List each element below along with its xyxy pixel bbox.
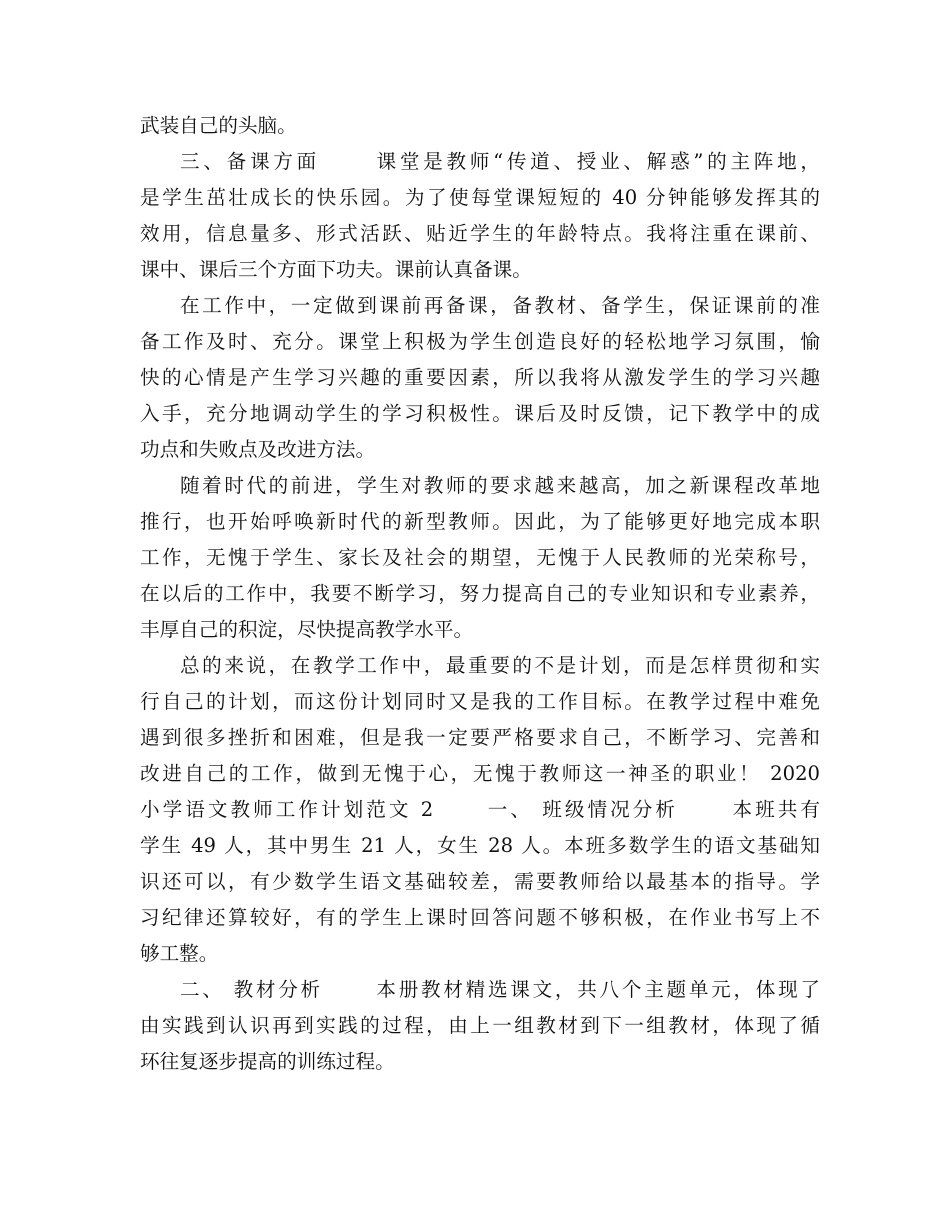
text-line: 够工整。 xyxy=(140,942,219,965)
text-line: 遇到很多挫折和困难，但是我一定要严格要求自己，不断学习、完善和 xyxy=(140,726,820,749)
text-line: 在以后的工作中，我要不断学习，努力提高自己的专业知识和专业素养， xyxy=(140,582,820,605)
text-line: 功点和失败点及改进方法。 xyxy=(140,438,376,461)
text-line: 二、 教材分析 本册教材精选课文，共八个主题单元，体现了 xyxy=(180,978,820,1001)
text-line: 快的心情是产生学习兴趣的重要因素，所以我将从激发学生的学习兴趣 xyxy=(140,366,820,389)
text-line: 效用，信息量多、形式活跃、贴近学生的年龄特点。我将注重在课前、 xyxy=(140,222,820,245)
text-line: 总的来说，在教学工作中，最重要的不是计划，而是怎样贯彻和实 xyxy=(180,654,820,677)
text-line: 在工作中，一定做到课前再备课，备教材、备学生，保证课前的准 xyxy=(180,294,820,317)
text-line: 工作，无愧于学生、家长及社会的期望，无愧于人民教师的光荣称号， xyxy=(140,546,820,569)
text-line: 行自己的计划，而这份计划同时又是我的工作目标。在教学过程中难免 xyxy=(140,690,820,713)
text-line: 由实践到认识再到实践的过程，由上一组教材到下一组教材，体现了循 xyxy=(140,1014,820,1037)
text-line: 小学语文教师工作计划范文 2 一、 班级情况分析 本班共有 xyxy=(140,798,820,821)
text-line: 识还可以，有少数学生语文基础较差，需要教师给以最基本的指导。学 xyxy=(140,870,820,893)
text-line: 习纪律还算较好，有的学生上课时回答问题不够积极，在作业书写上不 xyxy=(140,906,820,929)
text-line: 丰厚自己的积淀，尽快提高教学水平。 xyxy=(140,618,474,641)
document-body xyxy=(140,108,820,1080)
text-line: 三、备课方面 课堂是教师“传道、授业、解惑”的主阵地， xyxy=(180,150,820,173)
text-line: 环往复逐步提高的训练过程。 xyxy=(140,1050,395,1073)
text-line: 推行，也开始呼唤新时代的新型教师。因此，为了能够更好地完成本职 xyxy=(140,510,820,533)
text-line: 入手，充分地调动学生的学习积极性。课后及时反馈，记下教学中的成 xyxy=(140,402,820,425)
text-line: 随着时代的前进，学生对教师的要求越来越高，加之新课程改革地 xyxy=(180,474,820,497)
text-line: 学生 49 人，其中男生 21 人，女生 28 人。本班多数学生的语文基础知 xyxy=(140,834,820,857)
text-line: 是学生茁壮成长的快乐园。为了使每堂课短短的 40 分钟能够发挥其的 xyxy=(140,186,820,209)
text-line: 课中、课后三个方面下功夫。课前认真备课。 xyxy=(140,258,532,281)
text-line: 改进自己的工作，做到无愧于心，无愧于教师这一神圣的职业！ 2020 xyxy=(140,762,820,785)
text-line: 备工作及时、充分。课堂上积极为学生创造良好的轻松地学习氛围，愉 xyxy=(140,330,820,353)
text-line: 武装自己的头脑。 xyxy=(140,114,297,137)
